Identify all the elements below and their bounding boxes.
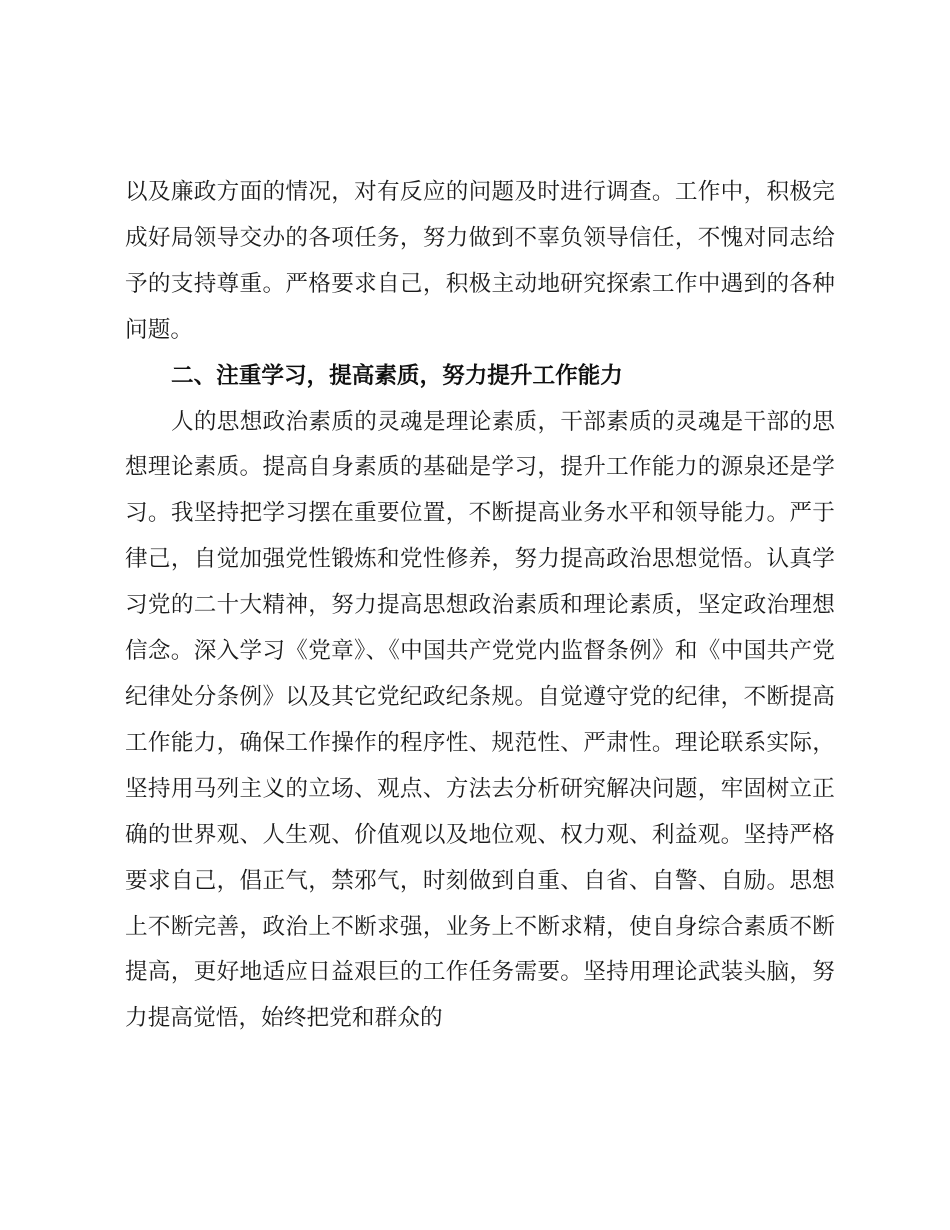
section-heading: 二、注重学习，提高素质，努力提升工作能力 [171, 362, 623, 389]
paragraph-study: 人的思想政治素质的灵魂是理论素质，干部素质的灵魂是干部的思想理论素质。提高自身素质的基础是学习，提升工作能力的源泉还是学习。我坚持把学习摆在重要位置，不断提高业务水平和领导能力。严于律己，自觉加强党性锻炼和党性修养，努力提高政治思想觉悟。认真学习党的二十大精神，努力提高思想政治素质和理论素质，坚定政治理想信念。深入学习《党章》、《中国共产党党内监督条例》和《中国共产党纪律处分条例》以及其它党纪政纪条规。自觉遵守党的纪律，不断提高工作能力，确保工作操作的程序性、规范性、严肃性。理论联系实际，坚持用马列主义的立场、观点、方法去分析研究解决问题，牢固树立正确的世界观、人生观、价值观以及地位观、权力观、利益观。坚持严格要求自己，倡正气，禁邪气，时刻做到自重、自省、自警、自励。思想上不断完善，政治上不断求强，业务上不断求精，使自身综合素质不断提高，更好地适应日益艰巨的工作任务需要。坚持用理论武装头脑，努力提高觉悟，始终把党和群众的 [125, 408, 835, 1032]
paragraph-continuation: 以及廉政方面的情况，对有反应的问题及时进行调查。工作中，积极完成好局领导交办的各项任务，努力做到不辜负领导信任，不愧对同志给予的支持尊重。严格要求自己，积极主动地研究探索工作中遇到的各种问题。 [125, 179, 835, 343]
document-body [125, 170, 835, 1042]
